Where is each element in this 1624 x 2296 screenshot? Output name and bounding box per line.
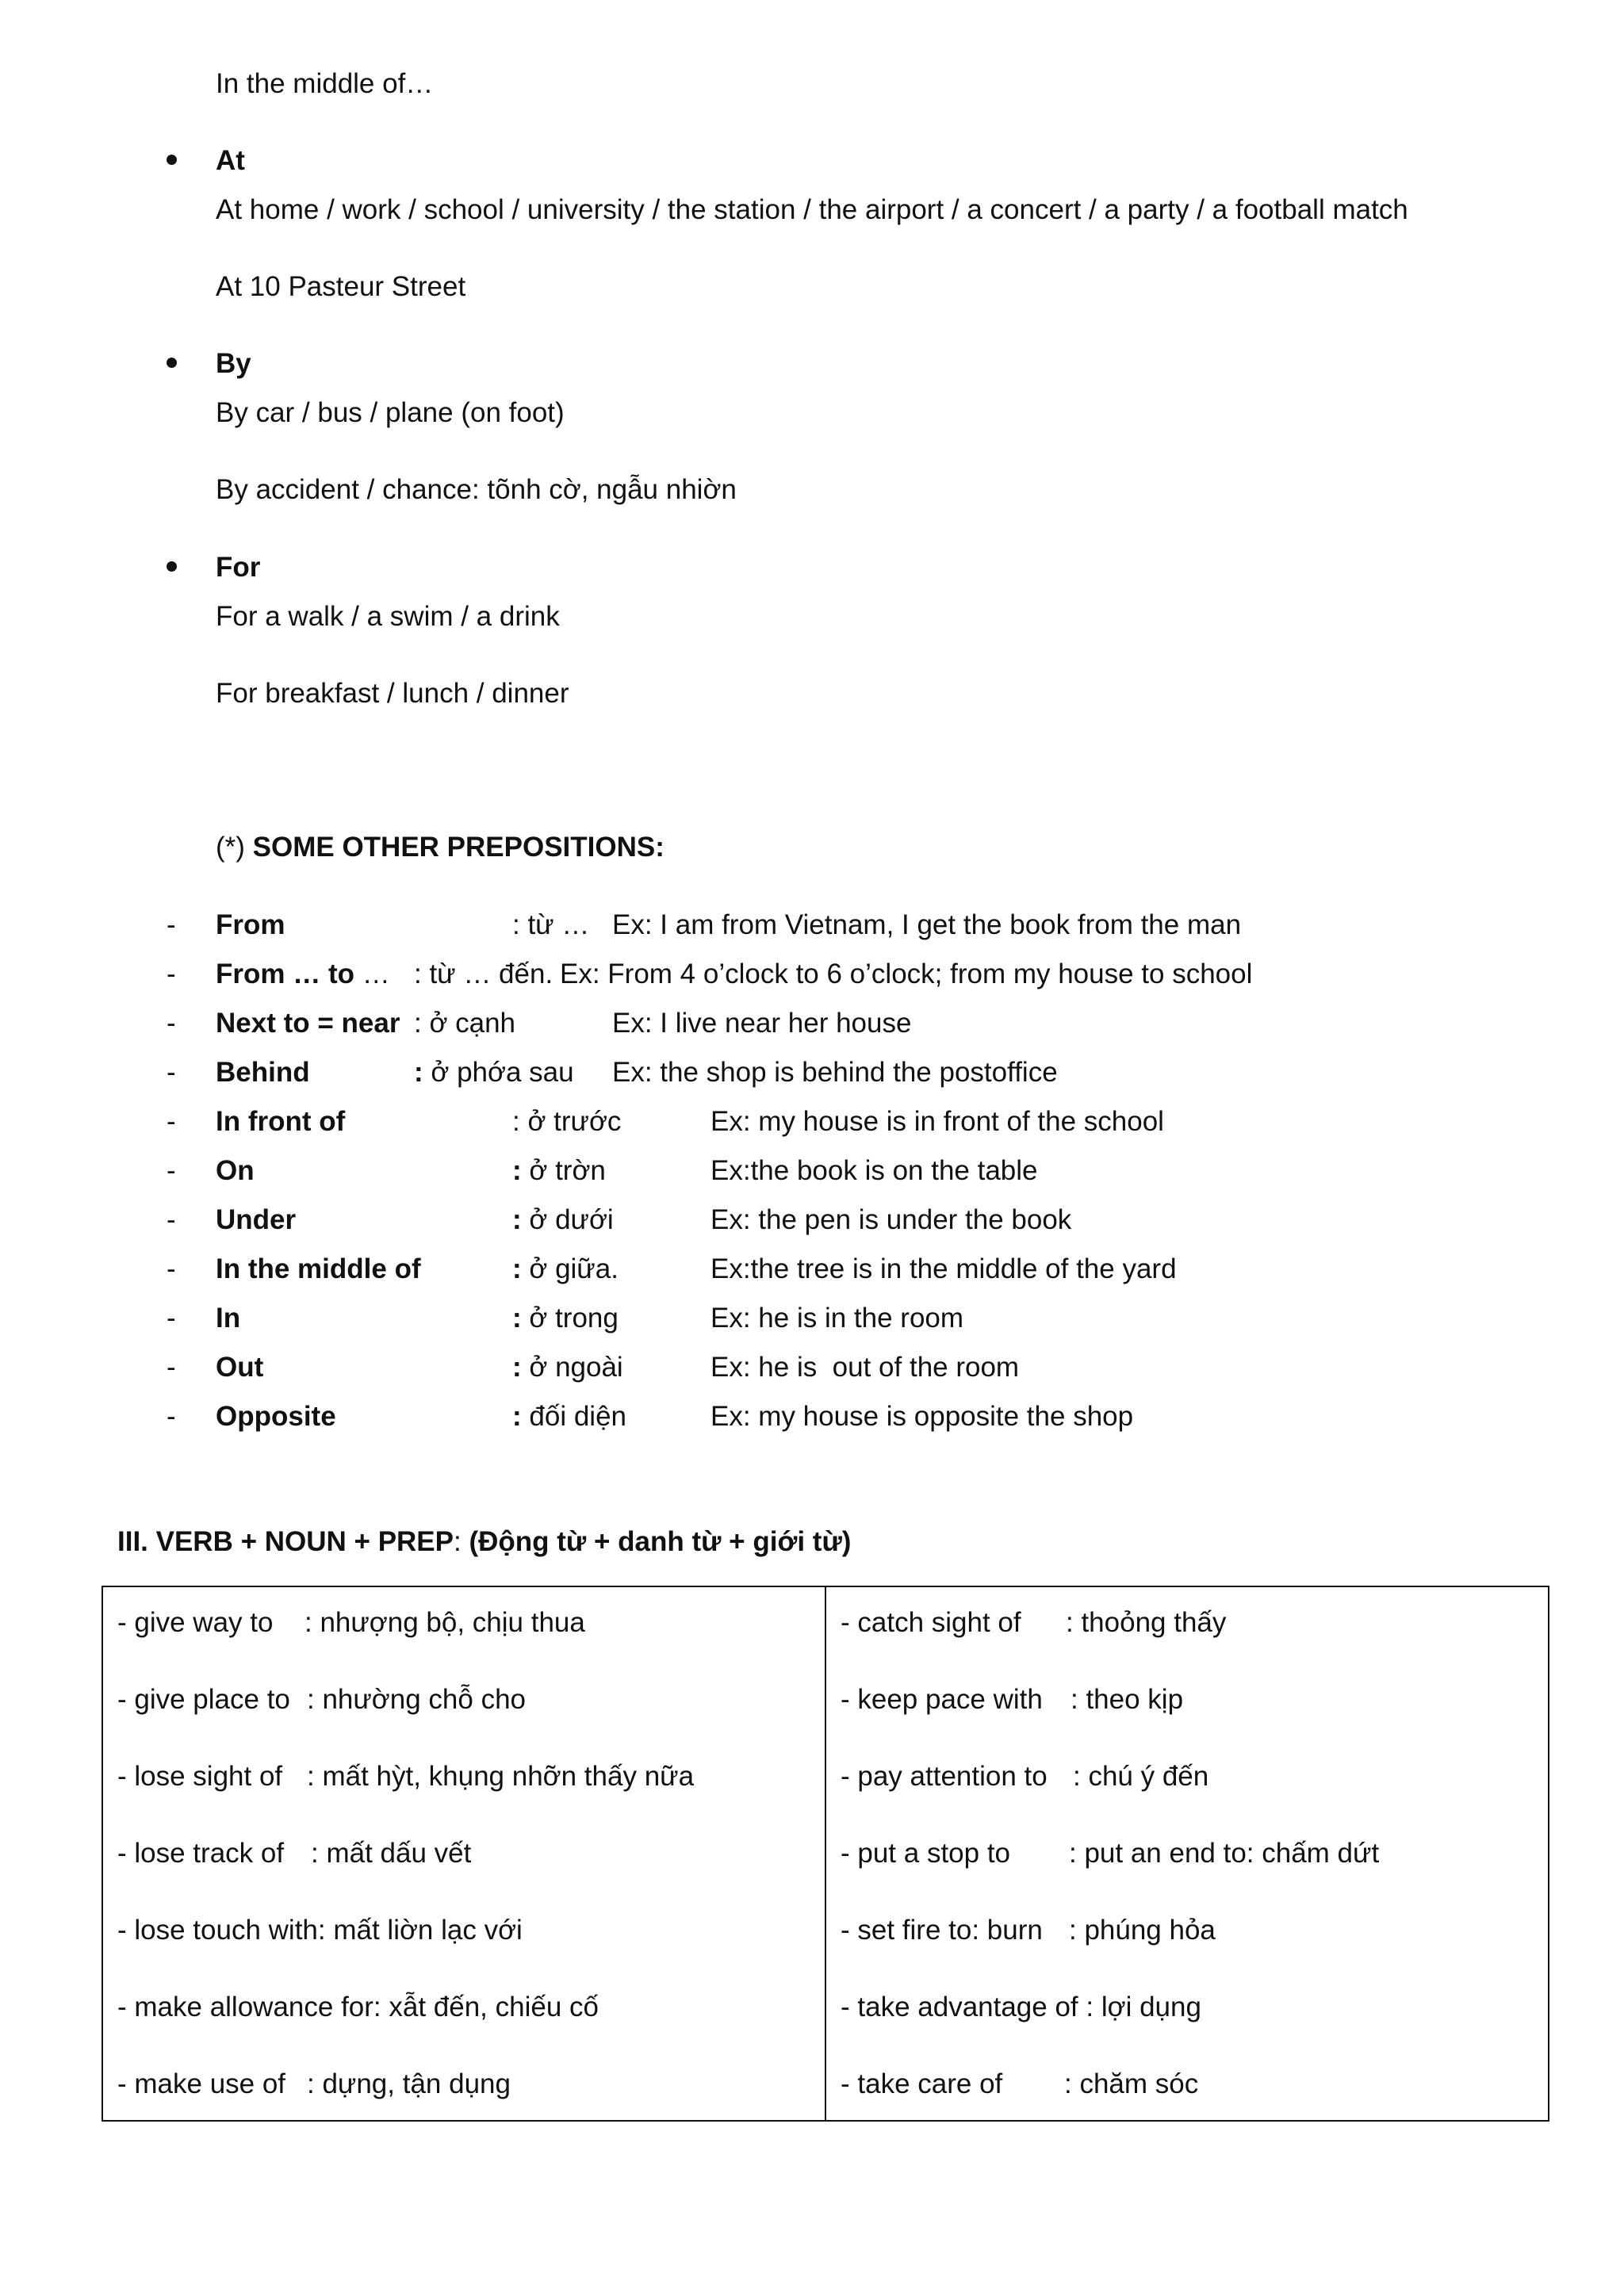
- preposition-meaning: [512, 1255, 619, 1283]
- meaning-text: ở trước: [527, 1106, 622, 1137]
- text-line: By car / bus / plane (on foot): [216, 397, 565, 428]
- preposition-term: In the middle of: [216, 1253, 421, 1284]
- table-right-column: [825, 1586, 1549, 2121]
- preposition-term: Behind: [216, 1057, 310, 1088]
- other-prepositions-heading: [216, 833, 665, 861]
- term-bold: From … to: [216, 959, 354, 989]
- preposition-term: In: [216, 1303, 241, 1334]
- preposition-term: Under: [216, 1204, 297, 1235]
- table-entry: [117, 1916, 523, 1944]
- preposition-example: Ex: I live near her house: [612, 1008, 912, 1039]
- section-heading: By: [216, 348, 251, 379]
- preposition-term: From: [216, 909, 285, 940]
- term-rest: …: [354, 959, 390, 989]
- table-entry: [117, 1686, 290, 1713]
- preposition-example: Ex: my house is in front of the school: [710, 1106, 1164, 1137]
- list-dash: -: [167, 1352, 176, 1383]
- entry-phrase: - keep pace with: [841, 1684, 1043, 1715]
- preposition-term: Out: [216, 1352, 264, 1383]
- section-heading: For: [216, 552, 261, 583]
- entry-phrase: - lose sight of: [117, 1761, 283, 1792]
- text-line: By accident / chance: tõnh cờ, ngẫu nhiờn: [216, 474, 737, 505]
- verb-noun-prep-table: [102, 1586, 1549, 2122]
- preposition-example: Ex: I am from Vietnam, I get the book from the man: [612, 909, 1242, 940]
- meaning-colon: :: [512, 1352, 530, 1383]
- table-entry-meaning: : nhường chỗ cho: [307, 1684, 527, 1715]
- text-line: In the middle of…: [216, 68, 434, 99]
- table-entry-meaning: : chăm sóc: [1064, 2068, 1199, 2099]
- table-entry: [841, 1916, 1043, 1944]
- table-entry: [117, 1839, 284, 1867]
- meaning-colon: :: [414, 1008, 430, 1039]
- preposition-meaning: [512, 1157, 606, 1184]
- table-entry: [841, 2070, 1002, 2098]
- meaning-text: ở cạnh: [429, 1008, 516, 1039]
- table-entry: [117, 1609, 273, 1636]
- bullet-icon: [167, 155, 177, 165]
- preposition-meaning: [512, 1108, 621, 1135]
- table-entry-meaning: : thoỏng thấy: [1066, 1607, 1227, 1638]
- meaning-text: ở dưới: [529, 1204, 614, 1235]
- meaning-colon: :: [414, 1057, 431, 1088]
- meaning-text: ở phớa sau: [431, 1057, 574, 1088]
- section-heading: At: [216, 145, 245, 176]
- preposition-meaning: [512, 1304, 619, 1332]
- meaning-colon: :: [512, 1303, 530, 1334]
- text-line: For breakfast / lunch / dinner: [216, 678, 569, 709]
- entry-phrase: - lose touch with: [117, 1915, 318, 1946]
- preposition-meaning: [512, 1206, 614, 1234]
- table-entry-meaning: : mất dấu vết: [311, 1838, 472, 1869]
- entry-phrase: - set fire to: burn: [841, 1915, 1043, 1946]
- preposition-meaning: [414, 960, 553, 988]
- table-entry: [841, 1686, 1043, 1713]
- entry-meaning: : xẫt đến, chiếu cố: [373, 1992, 599, 2022]
- section-3-heading: [117, 1528, 851, 1556]
- preposition-example: Ex: my house is opposite the shop: [710, 1401, 1134, 1432]
- table-entry: [841, 1839, 1010, 1867]
- text-line: At 10 Pasteur Street: [216, 271, 466, 302]
- text-line: For a walk / a swim / a drink: [216, 601, 560, 632]
- preposition-example: Ex:the tree is in the middle of the yard: [710, 1253, 1177, 1284]
- preposition-term: [216, 960, 390, 988]
- preposition-meaning: [512, 1353, 623, 1381]
- meaning-text: từ …: [527, 909, 590, 940]
- list-dash: -: [167, 1106, 176, 1137]
- heading-title: SOME OTHER PREPOSITIONS:: [252, 832, 665, 863]
- preposition-example: Ex: From 4 o’clock to 6 o’clock; from my house to school: [560, 959, 1253, 989]
- table-entry-meaning: : nhượng bộ, chịu thua: [304, 1607, 585, 1638]
- entry-phrase: - give way to: [117, 1607, 274, 1638]
- meaning-text: ở ngoài: [529, 1352, 623, 1383]
- heading-suffix: (Động từ + danh từ + giới từ): [469, 1526, 852, 1557]
- meaning-text: ở giữa.: [529, 1253, 619, 1284]
- table-entry-meaning: : put an end to: chấm dứt: [1069, 1838, 1380, 1869]
- table-entry: [841, 1762, 1048, 1790]
- table-entry-meaning: : theo kịp: [1071, 1684, 1184, 1715]
- heading-prefix: (*): [216, 832, 253, 863]
- table-entry-meaning: : chú ý đến: [1073, 1761, 1209, 1792]
- meaning-colon: :: [414, 959, 430, 989]
- preposition-term: On: [216, 1155, 255, 1186]
- entry-phrase: - give place to: [117, 1684, 290, 1715]
- table-entry: [841, 1609, 1021, 1636]
- table-entry: [117, 1762, 282, 1790]
- list-dash: -: [167, 959, 176, 989]
- preposition-meaning: [414, 1058, 574, 1086]
- list-dash: -: [167, 1008, 176, 1039]
- preposition-term: Opposite: [216, 1401, 336, 1432]
- preposition-term: In front of: [216, 1106, 346, 1137]
- entry-phrase: - take care of: [841, 2068, 1003, 2099]
- preposition-example: Ex: the pen is under the book: [710, 1204, 1072, 1235]
- entry-phrase: - take advantage of: [841, 1992, 1078, 2022]
- entry-phrase: - put a stop to: [841, 1838, 1011, 1869]
- meaning-text: ở trờn: [529, 1155, 606, 1186]
- preposition-example: Ex: he is in the room: [710, 1303, 964, 1334]
- list-dash: -: [167, 1401, 176, 1432]
- entry-phrase: - make use of: [117, 2068, 286, 2099]
- bullet-icon: [167, 561, 177, 572]
- entry-meaning: : lợi dụng: [1086, 1992, 1201, 2022]
- meaning-colon: :: [512, 1155, 530, 1186]
- entry-phrase: - catch sight of: [841, 1607, 1021, 1638]
- list-dash: -: [167, 1204, 176, 1235]
- meaning-colon: :: [512, 1401, 530, 1432]
- text-line: At home / work / school / university / the station / the airport / a concert / a party / a football match: [216, 194, 1408, 225]
- entry-phrase: - lose track of: [117, 1838, 285, 1869]
- bullet-icon: [167, 358, 177, 368]
- meaning-colon: :: [512, 1204, 530, 1235]
- preposition-term: Next to = near: [216, 1008, 400, 1039]
- meaning-colon: :: [512, 1106, 528, 1137]
- table-entry-meaning: : dựng, tận dụng: [307, 2068, 511, 2099]
- entry-meaning: : mất liờn lạc với: [317, 1915, 523, 1946]
- list-dash: -: [167, 1303, 176, 1334]
- list-dash: -: [167, 1057, 176, 1088]
- preposition-meaning: [512, 1402, 626, 1430]
- entry-phrase: - pay attention to: [841, 1761, 1048, 1792]
- preposition-meaning: [512, 911, 589, 939]
- table-entry: [841, 1993, 1201, 2021]
- list-dash: -: [167, 1155, 176, 1186]
- meaning-text: đối diện: [529, 1401, 626, 1432]
- list-dash: -: [167, 1253, 176, 1284]
- preposition-meaning: [414, 1009, 515, 1037]
- table-entry: [117, 1993, 599, 2021]
- meaning-text: từ … đến.: [429, 959, 553, 989]
- table-entry: [117, 2070, 285, 2098]
- meaning-colon: :: [512, 1253, 530, 1284]
- entry-phrase: - make allowance for: [117, 1992, 373, 2022]
- preposition-example: Ex:the book is on the table: [710, 1155, 1038, 1186]
- heading-colon: :: [454, 1526, 469, 1557]
- heading-prefix: III. VERB + NOUN + PREP: [117, 1526, 454, 1557]
- preposition-example: Ex: the shop is behind the postoffice: [612, 1057, 1058, 1088]
- meaning-text: ở trong: [529, 1303, 619, 1334]
- list-dash: -: [167, 909, 176, 940]
- table-entry-meaning: : phúng hỏa: [1069, 1915, 1216, 1946]
- table-entry-meaning: : mất hỳt, khụng nhỡn thấy nữa: [307, 1761, 695, 1792]
- table-left-column: [102, 1586, 825, 2121]
- preposition-example: Ex: he is out of the room: [710, 1352, 1020, 1383]
- meaning-colon: :: [512, 909, 528, 940]
